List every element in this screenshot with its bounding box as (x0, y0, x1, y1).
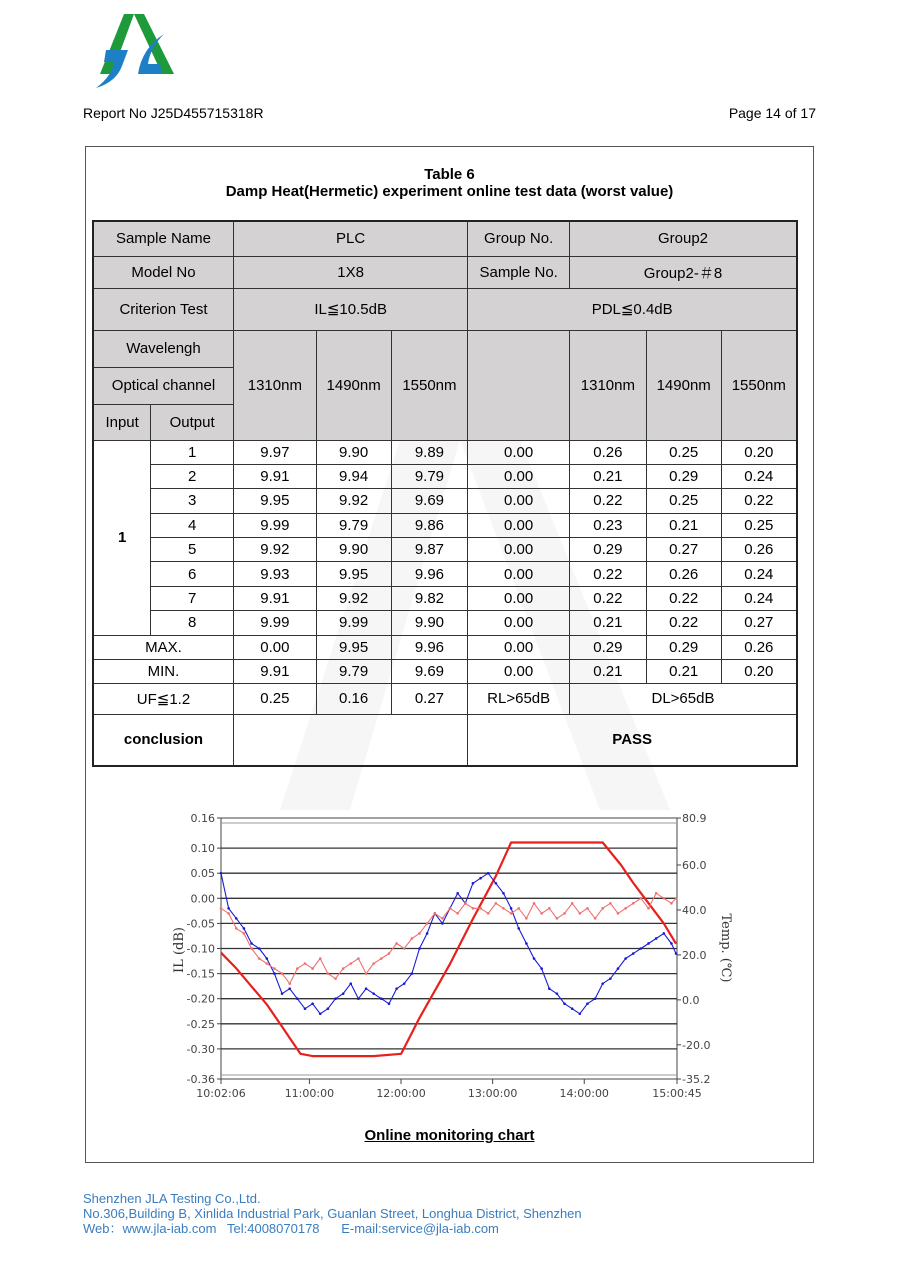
pdl-wavelength-1310: 1310nm (569, 330, 646, 440)
sample-no-value: Group2-＃8 (569, 256, 797, 288)
data-point (304, 962, 307, 965)
table-row (93, 562, 797, 586)
output-cell: 7 (151, 586, 234, 610)
x-tick-label: 15:00:45 (652, 1087, 702, 1100)
pdl-cell: 0.25 (646, 440, 721, 464)
y2-tick-label: 0.0 (682, 993, 700, 1007)
il-cell: 9.90 (391, 611, 468, 635)
data-point (388, 1002, 391, 1005)
pdl-cell: 0.24 (721, 562, 797, 586)
il-cell: 9.95 (233, 489, 316, 513)
data-point (640, 897, 643, 900)
il-cell: 9.92 (316, 489, 391, 513)
uf-1490: 0.16 (316, 683, 391, 714)
data-point (617, 912, 620, 915)
data-point (243, 927, 246, 930)
data-point (579, 1012, 582, 1015)
il-cell: 9.99 (316, 611, 391, 635)
pdl-cell: 0.26 (569, 440, 646, 464)
table-row (93, 611, 797, 635)
max-pdl-1310: 0.29 (569, 635, 646, 659)
min-pdl-1310: 0.21 (569, 659, 646, 683)
data-point (525, 917, 528, 920)
data-point (250, 942, 253, 945)
il-cell: 9.99 (233, 611, 316, 635)
data-point (594, 917, 597, 920)
min-blank: 0.00 (468, 659, 570, 683)
y-tick-label: -0.30 (186, 1042, 215, 1056)
table-row (93, 440, 797, 464)
data-point (250, 947, 253, 950)
data-point (479, 877, 482, 880)
data-point (311, 1002, 314, 1005)
data-point (662, 897, 665, 900)
data-point (296, 997, 299, 1000)
pdl-cell: 0.23 (569, 513, 646, 537)
max-il-1310: 0.00 (233, 635, 316, 659)
data-point (441, 917, 444, 920)
il-cell: 9.79 (316, 513, 391, 537)
pdl-wavelength-1550: 1550nm (721, 330, 797, 440)
sample-name-label: Sample Name (93, 221, 233, 256)
test-data-table (92, 220, 798, 767)
footer (83, 1191, 582, 1236)
footer-company: Shenzhen JLA Testing Co.,Ltd. (83, 1191, 261, 1206)
data-point (418, 947, 421, 950)
input-label: Input (93, 404, 151, 440)
group-no-value: Group2 (569, 221, 797, 256)
dl-value: DL>65dB (569, 683, 797, 714)
data-point (609, 977, 612, 980)
uf-1310: 0.25 (233, 683, 316, 714)
data-point (517, 907, 520, 910)
il-wavelength-1490: 1490nm (316, 330, 391, 440)
il-cell: 9.91 (233, 464, 316, 488)
wavelength-label: Wavelengh (93, 330, 233, 367)
pdl-cell: 0.27 (646, 538, 721, 562)
data-point (675, 952, 678, 955)
data-point (502, 907, 505, 910)
il-cell: 9.96 (391, 562, 468, 586)
y-tick-label: 0.00 (190, 892, 215, 906)
x-tick-label: 10:02:06 (196, 1087, 246, 1100)
criterion-label: Criterion Test (93, 288, 233, 330)
uf-1550: 0.27 (391, 683, 468, 714)
il-cell: 9.92 (233, 538, 316, 562)
data-point (349, 982, 352, 985)
data-point (548, 987, 551, 990)
input-value: 1 (93, 440, 151, 635)
data-point (288, 982, 291, 985)
sample-no-label: Sample No. (468, 256, 570, 288)
blank-cell: 0.00 (468, 611, 570, 635)
data-point (327, 1007, 330, 1010)
data-point (220, 907, 223, 910)
data-point (449, 907, 452, 910)
il-wavelength-1550: 1550nm (391, 330, 468, 440)
il-cell: 9.99 (233, 513, 316, 537)
pdl-cell: 0.29 (569, 538, 646, 562)
max-row (93, 635, 797, 659)
data-point (495, 902, 498, 905)
data-point (624, 957, 627, 960)
x-tick-label: 12:00:00 (376, 1087, 426, 1100)
y2-axis-label: Temp. (℃) (718, 913, 733, 983)
min-il-1550: 9.69 (391, 659, 468, 683)
rl-value: RL>65dB (468, 683, 570, 714)
y-tick-label: -0.15 (186, 967, 215, 981)
data-point (418, 932, 421, 935)
data-point (273, 967, 276, 970)
y2-tick-label: -35.2 (682, 1073, 711, 1086)
data-point (479, 907, 482, 910)
y-tick-label: -0.36 (186, 1073, 215, 1086)
table-row (93, 538, 797, 562)
footer-address: No.306,Building B, Xinlida Industrial Park, Guanlan Street, Longhua District, Shenzhen (83, 1206, 582, 1221)
blank-cell: 0.00 (468, 562, 570, 586)
table-title-number: Table 6 (424, 166, 475, 183)
data-point (540, 967, 543, 970)
blank-header-cell (468, 330, 570, 440)
y-tick-label: -0.20 (186, 992, 215, 1006)
data-point (334, 997, 337, 1000)
data-point (632, 952, 635, 955)
data-point (495, 882, 498, 885)
pdl-cell: 0.27 (721, 611, 797, 635)
pdl-cell: 0.22 (569, 489, 646, 513)
data-point (395, 942, 398, 945)
data-point (586, 1002, 589, 1005)
pdl-cell: 0.22 (646, 611, 721, 635)
il-cell: 9.91 (233, 586, 316, 610)
table-row (93, 489, 797, 513)
data-point (403, 982, 406, 985)
y-tick-label: -0.10 (186, 942, 215, 956)
data-point (281, 992, 284, 995)
footer-contact: Web：www.jla-iab.com Tel:4008070178 E-mail:service@jla-iab.com (83, 1221, 499, 1236)
y-tick-label: 0.16 (190, 812, 215, 825)
y-axis-label: IL (dB) (172, 927, 187, 973)
data-point (594, 997, 597, 1000)
data-point (365, 987, 368, 990)
il-cell: 9.94 (316, 464, 391, 488)
data-point (365, 972, 368, 975)
data-point (647, 942, 650, 945)
data-point (319, 1012, 322, 1015)
pdl-cell: 0.22 (646, 586, 721, 610)
data-point (342, 967, 345, 970)
il-cell: 9.95 (316, 562, 391, 586)
data-point (556, 992, 559, 995)
y-tick-label: -0.05 (186, 917, 215, 931)
data-point (464, 902, 467, 905)
data-point (304, 1007, 307, 1010)
il-cell: 9.90 (316, 440, 391, 464)
output-cell: 5 (151, 538, 234, 562)
data-point (372, 962, 375, 965)
data-point (540, 912, 543, 915)
conclusion-blank (233, 714, 467, 766)
data-point (456, 892, 459, 895)
conclusion-value: PASS (468, 714, 797, 766)
online-monitoring-chart (160, 805, 740, 1105)
table-row (93, 464, 797, 488)
data-point (281, 972, 284, 975)
blank-cell: 0.00 (468, 586, 570, 610)
data-point (640, 947, 643, 950)
data-point (441, 922, 444, 925)
data-point (472, 882, 475, 885)
data-point (411, 972, 414, 975)
data-point (472, 907, 475, 910)
data-point (433, 912, 436, 915)
pdl-cell: 0.22 (721, 489, 797, 513)
il-cell: 9.86 (391, 513, 468, 537)
pdl-cell: 0.24 (721, 586, 797, 610)
data-point (556, 917, 559, 920)
data-point (563, 912, 566, 915)
data-point (655, 937, 658, 940)
data-point (601, 907, 604, 910)
data-rows (93, 440, 797, 635)
il-cell: 9.69 (391, 489, 468, 513)
data-point (258, 947, 261, 950)
data-point (670, 942, 673, 945)
il-cell: 9.79 (391, 464, 468, 488)
data-point (533, 902, 536, 905)
output-cell: 4 (151, 513, 234, 537)
max-il-1490: 9.95 (316, 635, 391, 659)
min-pdl-1550: 0.20 (721, 659, 797, 683)
data-point (456, 912, 459, 915)
data-point (334, 977, 337, 980)
data-point (227, 912, 230, 915)
pdl-cell: 0.25 (646, 489, 721, 513)
data-point (243, 932, 246, 935)
output-cell: 1 (151, 440, 234, 464)
data-point (617, 967, 620, 970)
y2-tick-label: -20.0 (682, 1038, 711, 1052)
uf-row (93, 683, 797, 714)
pdl-cell: 0.26 (721, 538, 797, 562)
table-row (93, 586, 797, 610)
min-row (93, 659, 797, 683)
min-il-1490: 9.79 (316, 659, 391, 683)
data-point (426, 922, 429, 925)
pdl-cell: 0.25 (721, 513, 797, 537)
data-point (372, 992, 375, 995)
data-point (266, 957, 269, 960)
chart-caption: Online monitoring chart (364, 1127, 535, 1144)
data-point (533, 957, 536, 960)
blank-cell: 0.00 (468, 440, 570, 464)
data-point (311, 967, 314, 970)
data-point (624, 907, 627, 910)
data-point (675, 897, 678, 900)
y2-tick-label: 60.0 (682, 858, 707, 872)
data-point (609, 902, 612, 905)
group-no-label: Group No. (468, 221, 570, 256)
model-no-label: Model No (93, 256, 233, 288)
pdl-cell: 0.24 (721, 464, 797, 488)
data-point (235, 917, 238, 920)
output-cell: 8 (151, 611, 234, 635)
max-blank: 0.00 (468, 635, 570, 659)
min-label: MIN. (93, 659, 233, 683)
min-pdl-1490: 0.21 (646, 659, 721, 683)
data-point (411, 937, 414, 940)
data-point (403, 947, 406, 950)
output-cell: 3 (151, 489, 234, 513)
output-label: Output (151, 404, 234, 440)
y-tick-label: 0.05 (190, 867, 215, 881)
conclusion-row (93, 714, 797, 766)
data-point (266, 962, 269, 965)
criterion-pdl: PDL≦0.4dB (468, 288, 797, 330)
output-cell: 2 (151, 464, 234, 488)
data-point (388, 952, 391, 955)
blank-cell: 0.00 (468, 489, 570, 513)
data-point (632, 902, 635, 905)
max-pdl-1490: 0.29 (646, 635, 721, 659)
max-pdl-1550: 0.26 (721, 635, 797, 659)
data-point (487, 912, 490, 915)
data-point (235, 927, 238, 930)
data-point (571, 1007, 574, 1010)
pdl-wavelength-1490: 1490nm (646, 330, 721, 440)
il-cell: 9.93 (233, 562, 316, 586)
y-tick-label: 0.10 (190, 842, 215, 856)
data-point (426, 932, 429, 935)
data-point (517, 927, 520, 930)
pdl-cell: 0.22 (569, 586, 646, 610)
min-il-1310: 9.91 (233, 659, 316, 683)
il-cell: 9.82 (391, 586, 468, 610)
il-wavelength-1310: 1310nm (233, 330, 316, 440)
data-point (586, 907, 589, 910)
il-cell: 9.89 (391, 440, 468, 464)
data-point (525, 942, 528, 945)
data-point (601, 982, 604, 985)
data-point (655, 892, 658, 895)
data-point (380, 957, 383, 960)
pdl-cell: 0.21 (569, 611, 646, 635)
output-cell: 6 (151, 562, 234, 586)
pdl-cell: 0.26 (646, 562, 721, 586)
max-label: MAX. (93, 635, 233, 659)
x-tick-label: 14:00:00 (559, 1087, 609, 1100)
x-tick-label: 11:00:00 (284, 1087, 335, 1100)
pdl-cell: 0.21 (646, 513, 721, 537)
data-point (349, 962, 352, 965)
y-tick-label: -0.25 (186, 1017, 215, 1031)
table-row (93, 513, 797, 537)
pdl-cell: 0.22 (569, 562, 646, 586)
x-tick-label: 13:00:00 (467, 1087, 518, 1100)
data-point (357, 957, 360, 960)
data-point (548, 907, 551, 910)
data-point (273, 972, 276, 975)
company-logo (92, 14, 176, 90)
conclusion-label: conclusion (93, 714, 233, 766)
blank-cell: 0.00 (468, 513, 570, 537)
data-point (327, 972, 330, 975)
report-number: Report No J25D455715318R (83, 105, 264, 121)
blank-cell: 0.00 (468, 538, 570, 562)
data-point (319, 957, 322, 960)
y2-tick-label: 20.0 (682, 948, 707, 962)
data-point (220, 872, 223, 875)
max-il-1550: 9.96 (391, 635, 468, 659)
pdl-cell: 0.20 (721, 440, 797, 464)
y2-tick-label: 40.0 (682, 903, 707, 917)
data-point (288, 987, 291, 990)
data-point (579, 912, 582, 915)
il-cell: 9.97 (233, 440, 316, 464)
data-point (258, 957, 261, 960)
data-point (670, 902, 673, 905)
pdl-cell: 0.21 (569, 464, 646, 488)
il-cell: 9.92 (316, 586, 391, 610)
blank-cell: 0.00 (468, 464, 570, 488)
y2-tick-label: 80.9 (682, 812, 707, 825)
pdl-cell: 0.29 (646, 464, 721, 488)
il-cell: 9.87 (391, 538, 468, 562)
data-point (571, 902, 574, 905)
optical-channel-label: Optical channel (93, 367, 233, 404)
data-point (647, 907, 650, 910)
model-no-value: 1X8 (233, 256, 467, 288)
il-cell: 9.90 (316, 538, 391, 562)
criterion-il: IL≦10.5dB (233, 288, 467, 330)
data-point (380, 997, 383, 1000)
page-number: Page 14 of 17 (728, 105, 816, 121)
data-point (357, 997, 360, 1000)
data-point (487, 872, 490, 875)
data-point (510, 912, 513, 915)
data-point (510, 907, 513, 910)
sample-name-value: PLC (233, 221, 467, 256)
uf-label: UF≦1.2 (93, 683, 233, 714)
data-point (563, 1002, 566, 1005)
table-title (85, 166, 814, 200)
data-point (227, 907, 230, 910)
data-point (296, 967, 299, 970)
data-point (502, 892, 505, 895)
data-point (395, 987, 398, 990)
data-point (342, 992, 345, 995)
table-title-description: Damp Heat(Hermetic) experiment online test data (worst value) (225, 183, 674, 200)
data-point (662, 932, 665, 935)
